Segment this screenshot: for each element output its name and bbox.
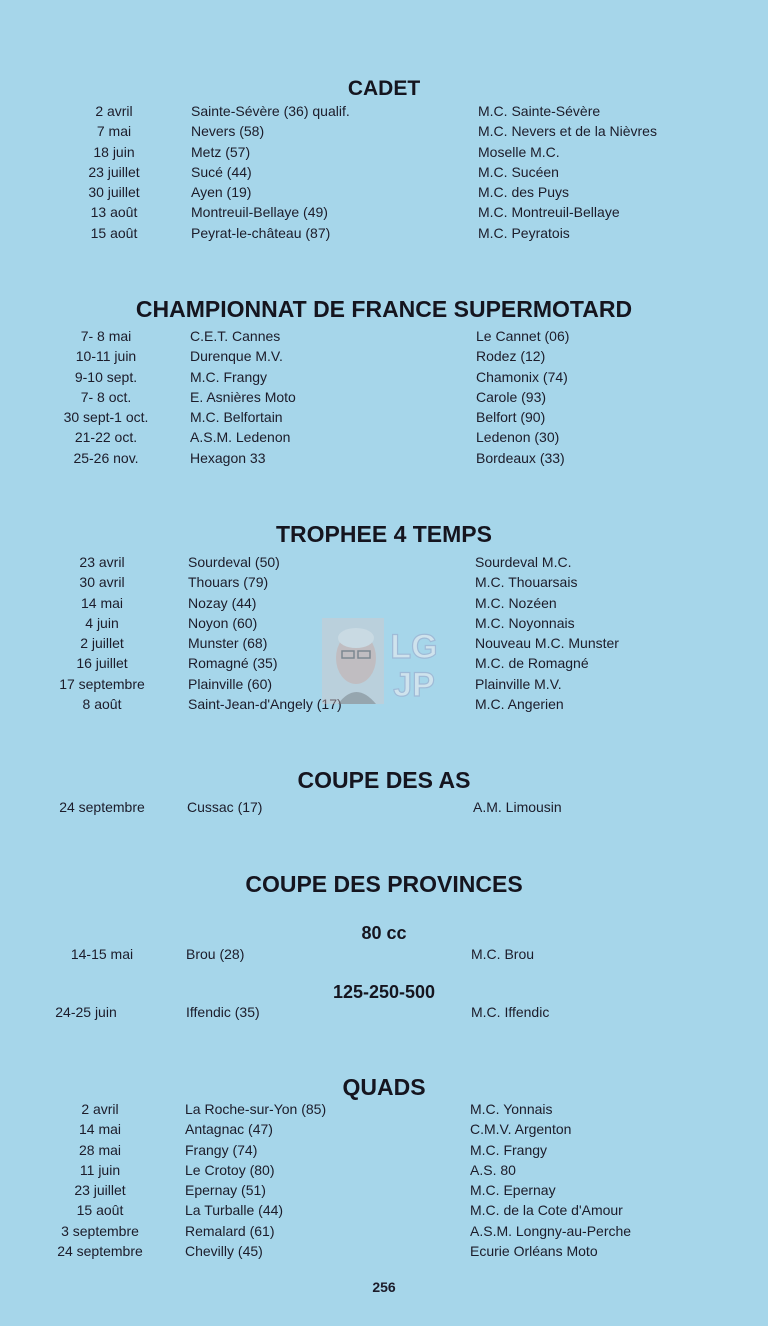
table-row — [0, 1160, 768, 1180]
event-location: Ayen (19) — [191, 184, 252, 201]
section-title-quads: QUADS — [342, 1074, 426, 1100]
event-date: 24 septembre — [59, 799, 145, 815]
event-location: Montreuil-Bellaye (49) — [191, 204, 328, 221]
event-date: 23 juillet — [74, 1182, 126, 1199]
cadet-table — [0, 101, 768, 243]
event-location: Chevilly (45) — [185, 1243, 263, 1260]
table-row — [0, 182, 768, 202]
table-row — [0, 407, 768, 427]
table-row — [0, 1221, 768, 1241]
event-location: Saint-Jean-d'Angely (17) — [188, 696, 342, 713]
table-row — [0, 1099, 768, 1119]
event-location: Nevers (58) — [191, 123, 265, 140]
event-date: 4 juin — [85, 614, 119, 631]
svg-text:LG: LG — [390, 628, 438, 666]
section-title-supermotard: CHAMPIONNAT DE FRANCE SUPERMOTARD — [135, 296, 633, 322]
event-location: Munster (68) — [188, 635, 268, 652]
table-row — [0, 1241, 768, 1261]
event-location: M.C. Frangy — [190, 368, 268, 385]
event-location: Epernay (51) — [185, 1182, 266, 1199]
organizing-club: Nouveau M.C. Munster — [475, 635, 619, 652]
event-date: 15 août — [76, 1202, 124, 1219]
section-title-cadet: CADET — [347, 77, 421, 100]
organizing-club: A.M. Limousin — [473, 799, 562, 815]
quads-table — [0, 1099, 768, 1261]
table-row — [0, 387, 768, 407]
event-date: 8 août — [82, 696, 122, 713]
event-location: Romagné (35) — [188, 655, 278, 672]
page-number: 256 — [372, 1279, 396, 1295]
organizing-club: M.C. des Puys — [478, 184, 570, 201]
event-date: 25-26 nov. — [73, 449, 139, 466]
organizing-club: M.C. Angerien — [475, 696, 564, 713]
organizing-club: M.C. Nevers et de la Nièvres — [478, 123, 657, 140]
organizing-club: M.C. Peyratois — [478, 224, 570, 241]
event-date: 2 avril — [81, 1101, 119, 1117]
event-location: Thouars (79) — [188, 574, 269, 591]
table-row — [0, 1140, 768, 1160]
table-row — [0, 552, 768, 572]
organizing-club: Chamonix (74) — [476, 368, 568, 385]
event-date: 11 juin — [79, 1161, 121, 1178]
organizing-club: Moselle M.C. — [478, 143, 560, 160]
event-location: E. Asnières Moto — [190, 388, 296, 405]
table-row — [0, 944, 768, 964]
table-row — [0, 593, 768, 613]
event-location: Sainte-Sévère (36) qualif. — [191, 103, 350, 119]
organizing-club: M.C. de la Cote d'Amour — [470, 1202, 623, 1219]
organizing-club: Carole (93) — [476, 388, 547, 405]
section-title-coupe-provinces: COUPE DES PROVINCES — [245, 871, 523, 897]
event-location: Hexagon 33 — [190, 449, 266, 466]
table-row — [0, 1119, 768, 1139]
event-location: La Turballe (44) — [185, 1202, 284, 1219]
organizing-club: M.C. Montreuil-Bellaye — [478, 204, 620, 221]
table-row — [0, 162, 768, 182]
svg-text:JP: JP — [393, 666, 435, 704]
event-location: Cussac (17) — [187, 799, 263, 815]
organizing-club: Bordeaux (33) — [476, 449, 565, 466]
event-location: Le Crotoy (80) — [185, 1161, 275, 1178]
organizing-club: Ecurie Orléans Moto — [470, 1243, 598, 1260]
section-title-trophee: TROPHEE 4 TEMPS — [276, 521, 492, 547]
table-row — [0, 121, 768, 141]
table-row — [0, 797, 768, 817]
event-date: 2 juillet — [80, 635, 124, 652]
table-row — [0, 346, 768, 366]
organizing-club: M.C. Sucéen — [478, 163, 559, 180]
event-location: Frangy (74) — [185, 1141, 258, 1158]
event-location: Noyon (60) — [188, 614, 258, 631]
organizing-club: M.C. Iffendic — [471, 1004, 550, 1020]
event-date: 7 mai — [96, 123, 132, 140]
organizing-club: M.C. Noyonnais — [475, 614, 575, 631]
event-date: 23 avril — [79, 554, 125, 570]
organizing-club: Plainville M.V. — [475, 675, 562, 692]
table-row — [0, 326, 768, 346]
subsection-title-80cc: 80 cc — [361, 923, 407, 943]
supermotard-table — [0, 326, 768, 468]
event-location: Metz (57) — [191, 143, 251, 160]
organizing-club: A.S. 80 — [470, 1161, 516, 1178]
organizing-club: M.C. de Romagné — [475, 655, 589, 672]
organizing-club: Rodez (12) — [476, 348, 546, 365]
organizing-club: Le Cannet (06) — [476, 328, 570, 344]
event-location: La Roche-sur-Yon (85) — [185, 1101, 327, 1117]
event-location: Durenque M.V. — [190, 348, 283, 365]
event-location: Iffendic (35) — [186, 1004, 260, 1020]
organizing-club: M.C. Yonnais — [470, 1101, 553, 1117]
event-date: 30 juillet — [88, 184, 140, 201]
event-location: Sourdeval (50) — [188, 554, 280, 570]
table-row — [0, 1180, 768, 1200]
event-date: 14 mai — [78, 1121, 122, 1138]
event-date: 18 juin — [93, 143, 135, 160]
event-location: M.C. Belfortain — [190, 409, 283, 426]
table-row — [0, 223, 768, 243]
coupe-provinces-125-table — [0, 1002, 768, 1022]
event-date: 15 août — [90, 224, 138, 241]
table-row — [0, 101, 768, 121]
event-date: 9-10 sept. — [74, 368, 138, 385]
organizing-club: M.C. Nozéen — [475, 594, 557, 611]
event-location: Brou (28) — [186, 946, 245, 962]
event-date: 7- 8 oct. — [80, 388, 132, 405]
event-date: 16 juillet — [76, 655, 128, 672]
table-row — [0, 367, 768, 387]
event-location: Antagnac (47) — [185, 1121, 273, 1138]
event-date: 10-11 juin — [75, 348, 137, 365]
event-date: 7- 8 mai — [80, 328, 132, 344]
event-date: 30 avril — [79, 574, 125, 591]
event-date: 30 sept-1 oct. — [63, 409, 149, 426]
table-row — [0, 1002, 768, 1022]
watermark-logo — [322, 618, 452, 704]
organizing-club: M.C. Frangy — [470, 1141, 548, 1158]
organizing-club: A.S.M. Longny-au-Perche — [470, 1222, 632, 1239]
organizing-club: Ledenon (30) — [476, 429, 560, 446]
organizing-club: M.C. Brou — [471, 946, 535, 962]
event-date: 17 septembre — [59, 675, 145, 692]
event-date: 24 septembre — [57, 1243, 143, 1260]
coupe-as-table — [0, 797, 768, 817]
event-location: Peyrat-le-château (87) — [191, 224, 331, 241]
event-date: 28 mai — [78, 1141, 122, 1158]
event-date: 2 avril — [95, 103, 133, 119]
event-location: Plainville (60) — [188, 675, 273, 692]
subsection-title-125-250-500: 125-250-500 — [332, 982, 436, 1002]
organizing-club: M.C. Epernay — [470, 1182, 556, 1199]
event-location: C.E.T. Cannes — [190, 328, 281, 344]
table-row — [0, 142, 768, 162]
event-date: 14-15 mai — [70, 946, 134, 962]
coupe-provinces-80cc-table — [0, 944, 768, 964]
event-date: 23 juillet — [88, 163, 140, 180]
event-date: 21-22 oct. — [74, 429, 138, 446]
event-date: 13 août — [90, 204, 138, 221]
table-row — [0, 202, 768, 222]
organizing-club: M.C. Sainte-Sévère — [478, 103, 601, 119]
table-row — [0, 572, 768, 592]
section-title-coupe-as: COUPE DES AS — [297, 767, 471, 793]
event-location: Sucé (44) — [191, 163, 252, 180]
table-row — [0, 427, 768, 447]
organizing-club: Belfort (90) — [476, 409, 546, 426]
organizing-club: Sourdeval M.C. — [475, 554, 572, 570]
event-location: A.S.M. Ledenon — [190, 429, 291, 446]
event-location: Remalard (61) — [185, 1222, 275, 1239]
table-row — [0, 448, 768, 468]
organizing-club: M.C. Thouarsais — [475, 574, 578, 591]
table-row — [0, 1200, 768, 1220]
organizing-club: C.M.V. Argenton — [470, 1121, 572, 1138]
event-date: 3 septembre — [61, 1222, 139, 1239]
event-location: Nozay (44) — [188, 594, 257, 611]
event-date: 24-25 juin — [55, 1004, 117, 1020]
event-date: 14 mai — [80, 594, 124, 611]
